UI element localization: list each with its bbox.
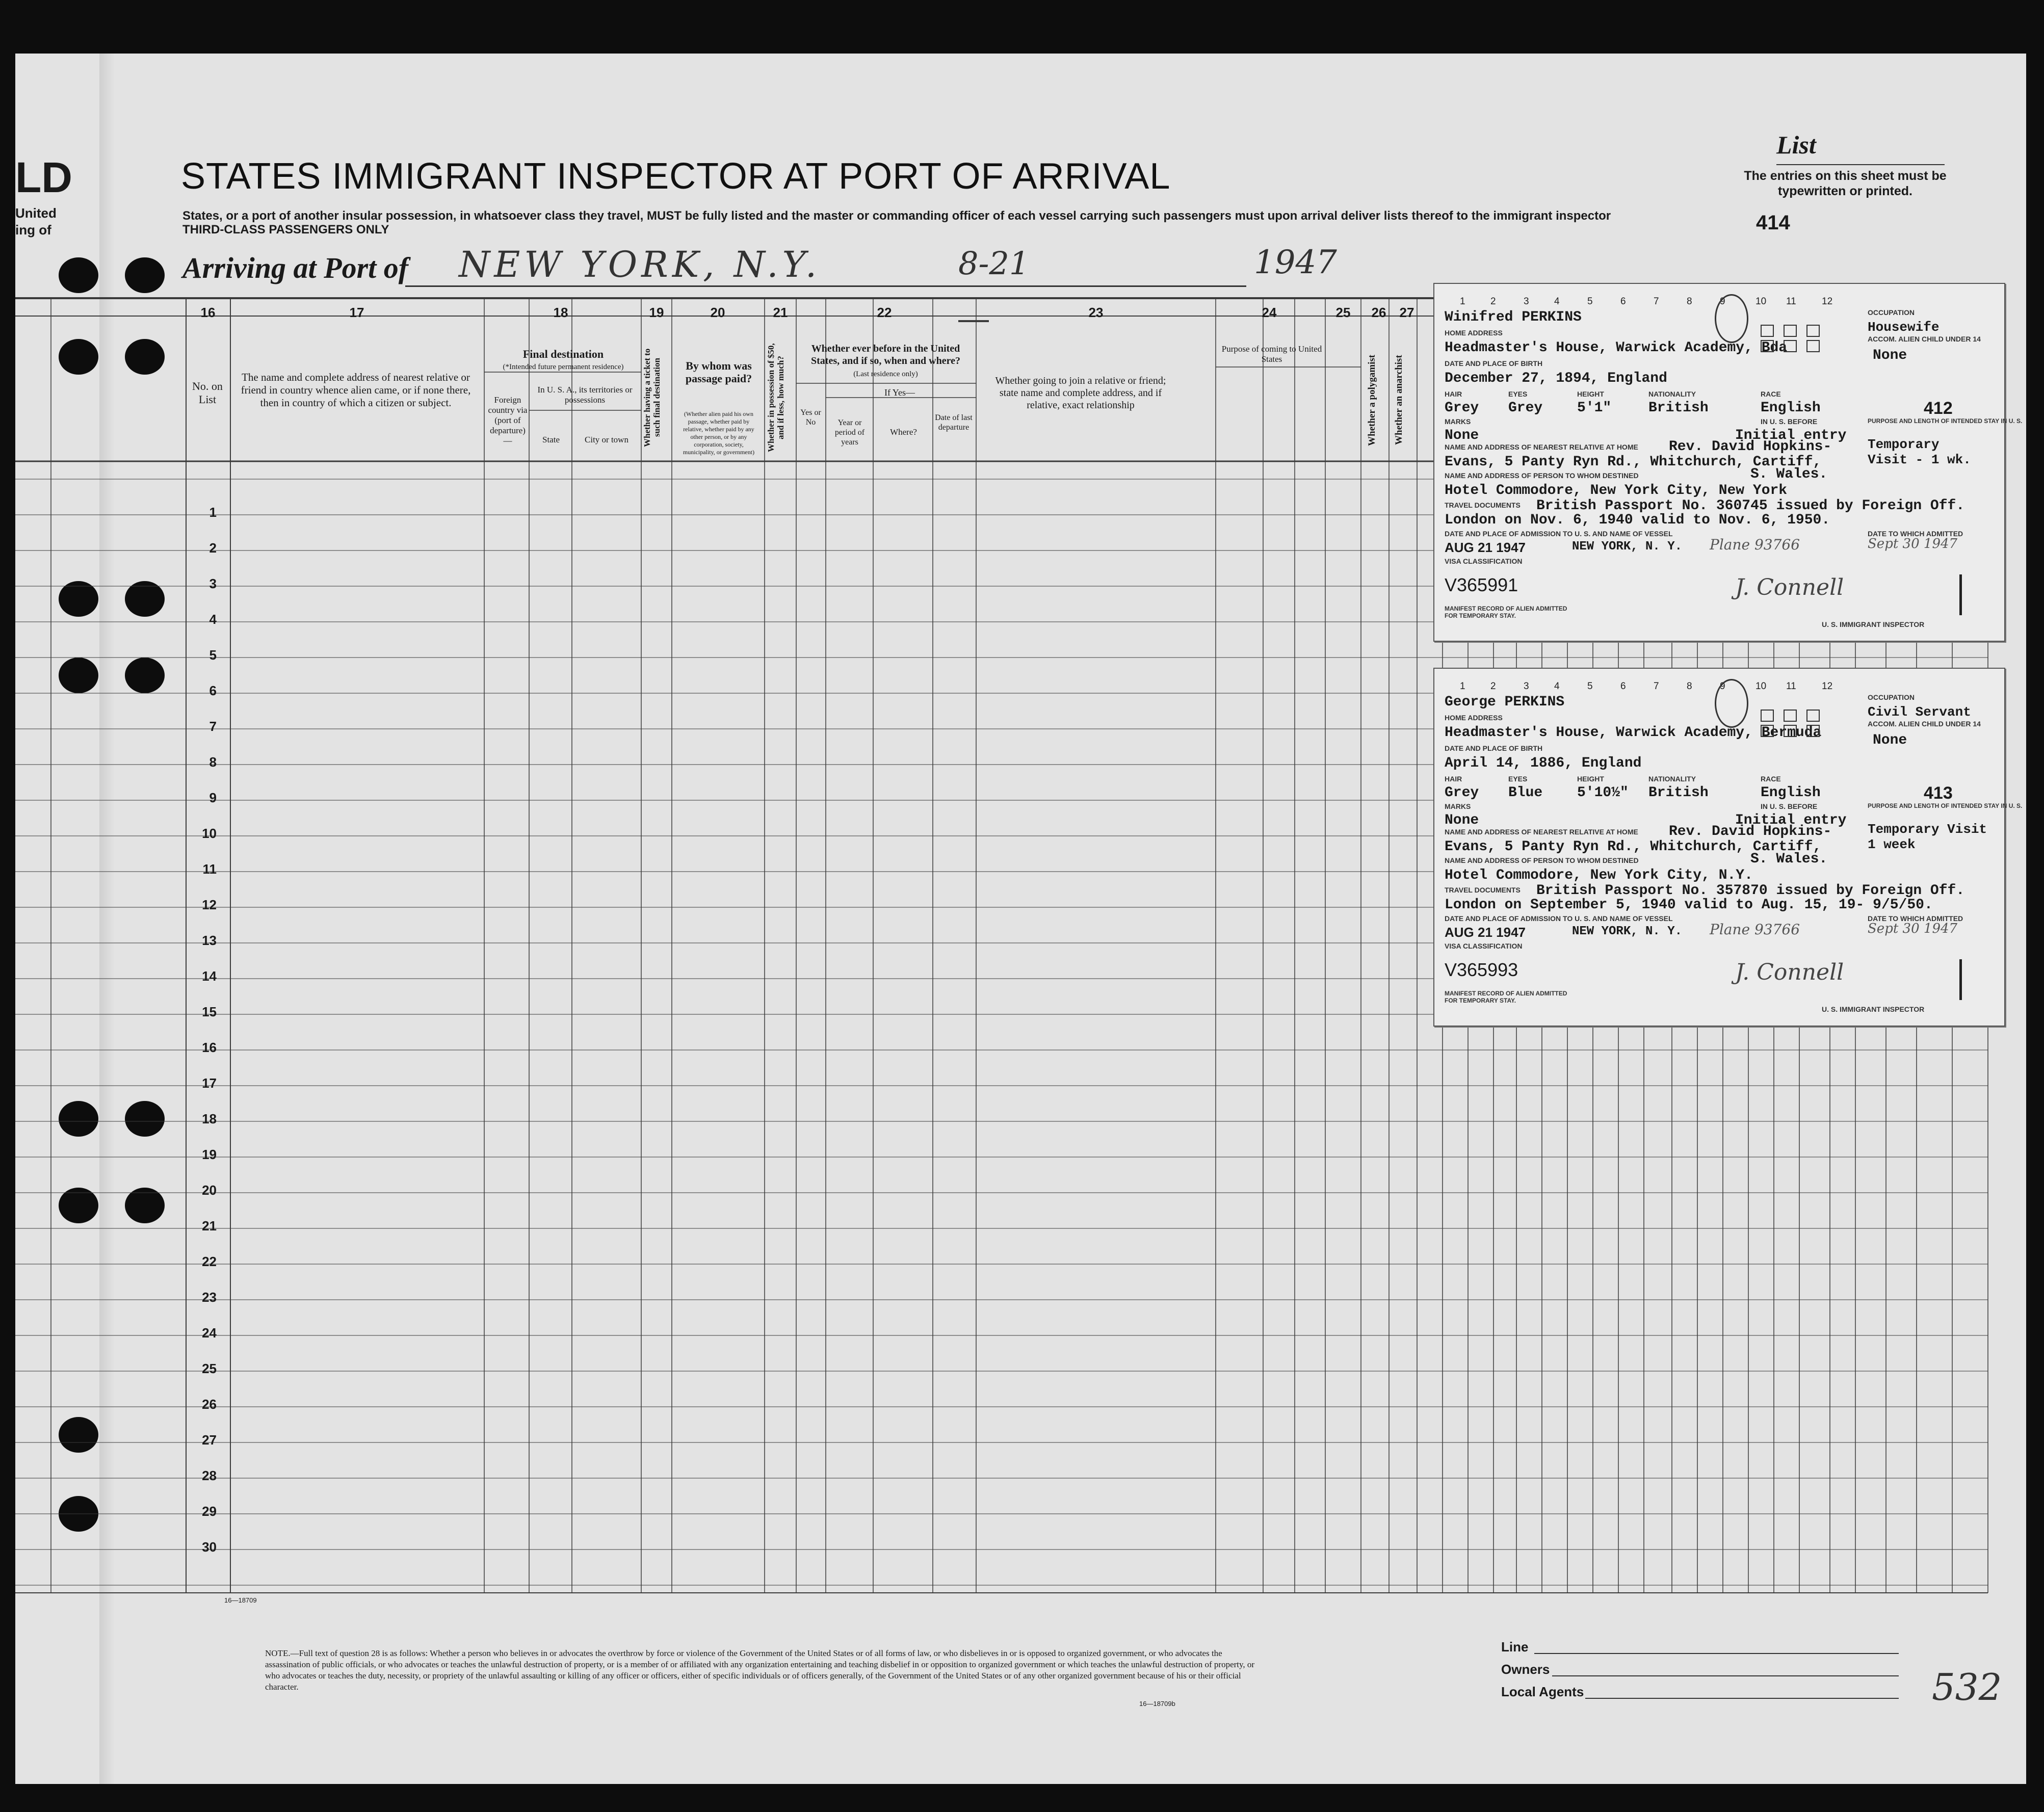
col18-foreign-header: Foreign country via (port of departure)— — [488, 395, 528, 445]
row-number: 13 — [202, 933, 217, 948]
partial-header-line: ing of — [15, 222, 51, 238]
col17-header: The name and complete address of nearest relative or friend in country whence alien came, or if none there, then in country of which a citizen or subject. — [241, 371, 471, 409]
card-relative-address: Evans, 5 Panty Ryn Rd., Whitchurch, Cartiff, — [1445, 454, 1822, 470]
row-number: 6 — [209, 683, 217, 698]
card-purpose-label: PURPOSE AND LENGTH OF INTENDED STAY IN U. S. — [1868, 802, 2023, 809]
card-travel-validity: London on Nov. 6, 1940 valid to Nov. 6, 1950. — [1445, 512, 1830, 528]
card-checkbox — [1806, 725, 1820, 737]
col22-year-header: Year or period of years — [834, 418, 865, 447]
row-number: 5 — [209, 647, 217, 663]
col22-ifyes-header: If Yes— — [884, 387, 915, 398]
card-hair: Grey — [1445, 400, 1479, 416]
card-manifest-number: 413 — [1924, 783, 1953, 803]
card-home-address-label: HOME ADDRESS — [1445, 329, 1503, 337]
card-purpose: Temporary — [1868, 437, 1940, 452]
card-column-number: 10 — [1755, 296, 1767, 307]
card-eyes-label: EYES — [1508, 775, 1528, 783]
card-checkbox — [1761, 340, 1774, 352]
card-manifest-label: MANIFEST RECORD OF ALIEN ADMITTED FOR TEMPORARY STAY. — [1445, 605, 1567, 619]
card-manifest-number: 412 — [1924, 399, 1953, 418]
card-height: 5'1" — [1577, 400, 1612, 416]
card-travel-document: British Passport No. 357870 issued by Foreign Off. — [1536, 883, 1965, 899]
row-number: 24 — [202, 1325, 217, 1341]
card-checkbox — [1806, 710, 1820, 722]
arrival-year-handwritten: 1947 — [1254, 244, 1337, 281]
card-column-number: 4 — [1554, 681, 1560, 692]
card-column-number: 8 — [1687, 681, 1692, 692]
row-number: 14 — [202, 968, 217, 984]
row-number: 29 — [202, 1504, 217, 1519]
col23-header: Whether going to join a relative or friend; state name and complete address, and if relative, exact relationship — [995, 375, 1166, 411]
card-column-number: 11 — [1786, 296, 1796, 307]
column-number: 20 — [710, 305, 725, 320]
inspector-signature: J. Connell — [1735, 574, 1844, 600]
card-nationality-label: NATIONALITY — [1648, 390, 1696, 398]
col22-header: Whether ever before in the United States, and if so, when and where? — [811, 343, 960, 366]
third-class-note: THIRD-CLASS PASSENGERS ONLY — [182, 223, 389, 237]
card-hair: Grey — [1445, 785, 1479, 801]
row-number: 10 — [202, 826, 217, 841]
card-column-number: 5 — [1587, 681, 1593, 692]
list-label: List — [1776, 130, 1816, 159]
card-column-number: 7 — [1654, 681, 1659, 692]
card-race-label: RACE — [1761, 775, 1781, 783]
card-accom: None — [1873, 732, 1907, 748]
column-number: 21 — [773, 305, 788, 320]
col27-header: Whether an anarchist — [1394, 355, 1404, 445]
owners-label: Owners — [1501, 1662, 1550, 1677]
card-visa-number: V365991 — [1445, 574, 1518, 595]
card-height-label: HEIGHT — [1577, 775, 1604, 783]
row-number: 9 — [209, 790, 217, 805]
card-admission-label: DATE AND PLACE OF ADMISSION TO U. S. AND NAME OF VESSEL — [1445, 530, 1673, 538]
local-agents-field — [1585, 1698, 1899, 1699]
card-name: George PERKINS — [1445, 694, 1565, 710]
inspector-signature: J. Connell — [1735, 959, 1844, 985]
card-column-number: 6 — [1620, 681, 1626, 692]
card-admitted-to-handwritten: Sept 30 1947 — [1868, 536, 1958, 552]
card-eyes-label: EYES — [1508, 390, 1528, 398]
card-column-number: 2 — [1490, 296, 1496, 307]
card-occupation: Civil Servant — [1868, 704, 1971, 720]
column-number: 26 — [1371, 305, 1386, 320]
row-number: 27 — [202, 1432, 217, 1448]
card-checkbox — [1784, 710, 1797, 722]
circle-mark — [1715, 294, 1748, 343]
col18-header: Final destination — [522, 348, 604, 360]
row-number: 18 — [202, 1111, 217, 1126]
card-column-number: 3 — [1524, 681, 1529, 692]
card-vessel-handwritten: Plane 93766 — [1710, 536, 1800, 553]
owners-field — [1552, 1675, 1899, 1676]
card-marks-label: MARKS — [1445, 417, 1471, 426]
line-label: Line — [1501, 1639, 1529, 1655]
card-inspector-label: U. S. IMMIGRANT INSPECTOR — [1822, 620, 1925, 628]
no-on-list-header: No. on List — [192, 380, 223, 406]
card-column-number: 5 — [1587, 296, 1593, 307]
col20-header: By whom was passage paid? — [685, 359, 752, 385]
card-column-number: 8 — [1687, 296, 1692, 307]
row-number: 1 — [209, 505, 217, 520]
card-admission-date: AUG 21 1947 — [1445, 925, 1526, 940]
card-admit-to-label: DATE TO WHICH ADMITTED — [1868, 914, 1963, 923]
card-birth-label: DATE AND PLACE OF BIRTH — [1445, 359, 1543, 367]
card-relative-address: Evans, 5 Panty Ryn Rd., Whitchurch, Cartiff, — [1445, 839, 1822, 855]
col18-city-header: City or town — [585, 435, 628, 444]
card-column-number: 9 — [1720, 296, 1725, 307]
list-number: 414 — [1756, 212, 1790, 234]
card-visa-number: V365993 — [1445, 959, 1518, 980]
row-number: 26 — [202, 1397, 217, 1412]
question-28-note: NOTE.—Full text of question 28 is as follows: Whether a person who believes in or advocates the overthrow by force or violence of the Government of the United States or of all forms of law, or who disbelieves in or is opposed to organized government, or who advocates the assassination of public officials, or who advocates or teaches the unlawful destruction of property, or is a member of or affiliated with any organization entertaining and teaching disbelief in or opposition to organized government or which teaches the unlawful destruction of property, or who advocates or teaches the duty, necessity, or propriety of the unlawful assaulting or killing of any officer or officers, either of specific individuals or of officers generally, of the Government of the United States or of any other organized government because of his or their official character. — [265, 1648, 1255, 1692]
card-destined-label: NAME AND ADDRESS OF PERSON TO WHOM DESTINED — [1445, 856, 1639, 864]
card-vessel-handwritten: Plane 93766 — [1710, 921, 1800, 938]
row-number: 8 — [209, 754, 217, 770]
tally-mark — [1959, 574, 1962, 615]
card-travel-label: TRAVEL DOCUMENTS — [1445, 501, 1521, 509]
card-checkbox — [1761, 725, 1774, 737]
local-agents-label: Local Agents — [1501, 1684, 1584, 1699]
port-of-arrival-handwritten: NEW YORK, N.Y. — [459, 244, 821, 285]
row-number: 25 — [202, 1361, 217, 1376]
column-number: 23 — [1088, 305, 1104, 320]
col26-header: Whether a polygamist — [1367, 354, 1377, 446]
card-height: 5'10½" — [1577, 785, 1629, 801]
row-number: 20 — [202, 1183, 217, 1198]
card-hair-label: HAIR — [1445, 775, 1462, 783]
row-number: 11 — [202, 861, 217, 877]
card-entry-type: Initial entry — [1735, 812, 1847, 828]
col18-subheader: (*Intended future permanent residence) — [503, 363, 624, 371]
card-column-number: 10 — [1755, 681, 1767, 692]
row-number: 19 — [202, 1147, 217, 1162]
card-checkbox — [1761, 325, 1774, 337]
card-relative-label: NAME AND ADDRESS OF NEAREST RELATIVE AT HOME — [1445, 828, 1638, 836]
card-birth: December 27, 1894, England — [1445, 371, 1667, 386]
card-birth-label: DATE AND PLACE OF BIRTH — [1445, 744, 1543, 752]
col22-date-header: Date of last departure — [935, 413, 973, 432]
row-number: 30 — [202, 1539, 217, 1555]
card-purpose-label: PURPOSE AND LENGTH OF INTENDED STAY IN U. S. — [1868, 417, 2023, 425]
card-column-number: 4 — [1554, 296, 1560, 307]
card-relative-country: S. Wales. — [1750, 851, 1828, 867]
card-race: English — [1761, 785, 1821, 801]
card-name: Winifred PERKINS — [1445, 309, 1582, 325]
form-title: STATES IMMIGRANT INSPECTOR AT PORT OF ARRIVAL — [181, 156, 1171, 197]
column-number: 22 — [877, 305, 892, 320]
column-number: 18 — [553, 305, 568, 320]
row-number: 3 — [209, 576, 217, 591]
row-number: 2 — [209, 540, 217, 556]
card-entry-type: Initial entry — [1735, 428, 1847, 443]
card-race: English — [1761, 400, 1821, 416]
card-purpose-length: Visit - 1 wk. — [1868, 452, 1971, 467]
page-number-handwritten: 532 — [1932, 1666, 2002, 1709]
card-checkbox — [1806, 325, 1820, 337]
card-eyes: Grey — [1508, 400, 1543, 416]
card-occupation: Housewife — [1868, 320, 1940, 335]
card-hair-label: HAIR — [1445, 390, 1462, 398]
card-destined: Hotel Commodore, New York City, New York — [1445, 483, 1788, 498]
card-purpose-length: 1 week — [1868, 837, 1916, 852]
card-manifest-label: MANIFEST RECORD OF ALIEN ADMITTED FOR TEMPORARY STAY. — [1445, 990, 1567, 1004]
card-home-address-label: HOME ADDRESS — [1445, 714, 1503, 722]
row-number: 22 — [202, 1254, 217, 1269]
circle-mark — [1715, 679, 1748, 728]
col22-subheader: (Last residence only) — [853, 370, 918, 378]
card-nationality: British — [1648, 785, 1709, 801]
card-column-number: 6 — [1620, 296, 1626, 307]
card-column-number: 12 — [1822, 296, 1833, 307]
card-accom-label: ACCOM. ALIEN CHILD UNDER 14 — [1868, 335, 1981, 343]
card-in-us-before-label: IN U. S. BEFORE — [1761, 417, 1818, 426]
row-number: 15 — [202, 1004, 217, 1019]
column-number: 17 — [349, 305, 364, 320]
card-height-label: HEIGHT — [1577, 390, 1604, 398]
card-home-address: Headmaster's House, Warwick Academy, Bermuda — [1445, 725, 1822, 741]
col18-usa-header: In U. S. A., its territories or possessions — [537, 385, 633, 405]
form-subtitle: States, or a port of another insular possession, in whatsoever class they travel, MUST be fully listed and the master or commanding officer of each vessel carrying such passengers must upon arrival deliver lists thereof to the immigrant inspector — [182, 209, 1611, 223]
card-marks: None — [1445, 812, 1479, 828]
card-marks-label: MARKS — [1445, 802, 1471, 810]
card-nationality-label: NATIONALITY — [1648, 775, 1696, 783]
card-checkbox — [1806, 340, 1820, 352]
col21-header: Whether in possession of $50, and if less, how much? — [766, 343, 785, 452]
card-accom-label: ACCOM. ALIEN CHILD UNDER 14 — [1868, 720, 1981, 728]
row-number: 4 — [209, 612, 217, 627]
arrival-date-handwritten: 8-21 — [958, 245, 1030, 282]
tally-mark — [1959, 959, 1962, 1000]
card-accom: None — [1873, 348, 1907, 363]
col18-state-header: State — [542, 435, 560, 444]
card-column-number: 2 — [1490, 681, 1496, 692]
card-destined: Hotel Commodore, New York City, N.Y. — [1445, 868, 1753, 883]
card-birth: April 14, 1886, England — [1445, 755, 1642, 771]
column-number: 25 — [1335, 305, 1351, 320]
card-travel-label: TRAVEL DOCUMENTS — [1445, 886, 1521, 894]
row-number: 28 — [202, 1468, 217, 1483]
arriving-label: Arriving at Port of — [182, 251, 409, 284]
card-admission-label: DATE AND PLACE OF ADMISSION TO U. S. AND NAME OF VESSEL — [1445, 914, 1673, 923]
card-visa-label: VISA CLASSIFICATION — [1445, 557, 1523, 565]
row-number: 12 — [202, 897, 217, 912]
card-travel-document: British Passport No. 360745 issued by Foreign Off. — [1536, 498, 1965, 514]
col19-header: Whether having a ticket to such final destination — [642, 348, 662, 447]
card-relative-label: NAME AND ADDRESS OF NEAREST RELATIVE AT HOME — [1445, 443, 1638, 451]
card-admit-to-label: DATE TO WHICH ADMITTED — [1868, 530, 1963, 538]
card-inspector-label: U. S. IMMIGRANT INSPECTOR — [1822, 1005, 1925, 1013]
card-checkbox — [1761, 710, 1774, 722]
form-code: 16—18709 — [224, 1596, 257, 1604]
card-admission-place: NEW YORK, N. Y. — [1572, 925, 1683, 938]
form-code: 16—18709b — [1139, 1700, 1175, 1708]
column-number: 16 — [200, 305, 216, 320]
card-admission-place: NEW YORK, N. Y. — [1572, 540, 1683, 554]
column-number: 24 — [1262, 305, 1277, 320]
card-admission-date: AUG 21 1947 — [1445, 540, 1526, 555]
card-visa-label: VISA CLASSIFICATION — [1445, 942, 1523, 950]
card-in-us-before-label: IN U. S. BEFORE — [1761, 802, 1818, 810]
row-number: 21 — [202, 1218, 217, 1233]
card-occupation-label: OCCUPATION — [1868, 308, 1915, 317]
card-relative: Rev. David Hopkins- — [1669, 824, 1832, 839]
row-number: 7 — [209, 719, 217, 734]
alien-record-card — [1433, 283, 2023, 642]
card-eyes: Blue — [1508, 785, 1543, 801]
card-destined-label: NAME AND ADDRESS OF PERSON TO WHOM DESTINED — [1445, 471, 1639, 480]
card-race-label: RACE — [1761, 390, 1781, 398]
card-occupation-label: OCCUPATION — [1868, 693, 1915, 701]
card-column-number: 1 — [1460, 296, 1465, 307]
column-number: 19 — [649, 305, 664, 320]
row-number: 16 — [202, 1040, 217, 1055]
card-relative: Rev. David Hopkins- — [1669, 439, 1832, 455]
col24-header: Purpose of coming to United States — [1221, 344, 1322, 364]
partial-header-letters: LD — [15, 153, 72, 201]
column-number: 27 — [1399, 305, 1414, 320]
card-checkbox — [1784, 725, 1797, 737]
line-field — [1534, 1653, 1899, 1654]
card-relative-country: S. Wales. — [1750, 466, 1828, 482]
card-checkbox — [1784, 340, 1797, 352]
alien-record-card — [1433, 668, 2023, 1027]
card-admitted-to-handwritten: Sept 30 1947 — [1868, 921, 1958, 936]
card-marks: None — [1445, 428, 1479, 443]
row-number: 17 — [202, 1075, 217, 1091]
col22-yesno-header: Yes or No — [800, 408, 821, 427]
card-nationality: British — [1648, 400, 1709, 416]
typewritten-note: The entries on this sheet must be typewritten or printed. — [1744, 169, 1947, 198]
card-column-number: 7 — [1654, 296, 1659, 307]
card-travel-validity: London on September 5, 1940 valid to Aug. 15, 19- 9/5/50. — [1445, 897, 1933, 913]
card-checkbox — [1784, 325, 1797, 337]
card-purpose: Temporary Visit — [1868, 822, 1987, 837]
partial-header-line: United — [15, 205, 57, 221]
card-column-number: 12 — [1822, 681, 1833, 692]
card-column-number: 3 — [1524, 296, 1529, 307]
col20-subheader: (Whether alien paid his own passage, whether paid by relative, whether paid by any other person, or by any corporation, society, municipality, or government) — [683, 410, 755, 456]
row-number: 23 — [202, 1290, 217, 1305]
card-column-number: 1 — [1460, 681, 1465, 692]
col22-where-header: Where? — [890, 427, 917, 437]
card-column-number: 9 — [1720, 681, 1725, 692]
card-home-address: Headmaster's House, Warwick Academy, Bda — [1445, 340, 1788, 356]
card-column-number: 11 — [1786, 681, 1796, 692]
